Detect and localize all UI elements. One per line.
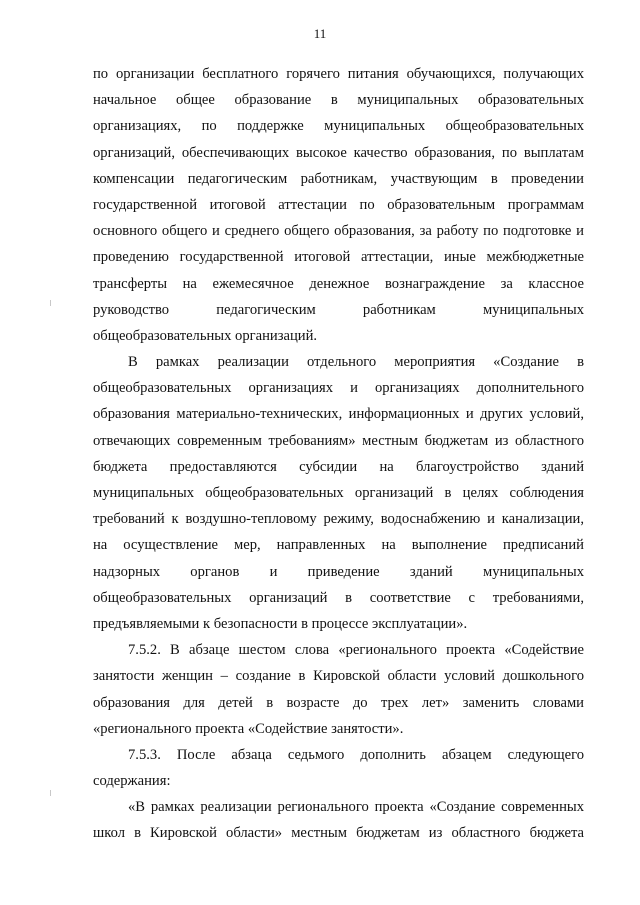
text-line: 7.5.3. После абзаца седьмого дополнить абзацем следующего: [128, 746, 584, 763]
page-number: 11: [313, 26, 327, 41]
text-line: муниципальных общеобразовательных организаций в целях соблюдения: [93, 485, 584, 501]
margin-mark-bottom: [50, 790, 51, 796]
text-line: государственной итоговой аттестации по образовательным программам: [93, 196, 584, 213]
margin-mark-top: [50, 300, 51, 306]
text-line: начальное общее образование в муниципальных образовательных: [93, 92, 584, 109]
text-line: бюджета предоставляются субсидии на благоустройство зданий: [93, 458, 584, 475]
text-line: образования материально-технических, информационных и других условий,: [93, 406, 584, 423]
text-line: 7.5.2. В абзаце шестом слова «регионального проекта «Содействие: [128, 642, 584, 659]
text-line: «регионального проекта «Содействие занятости».: [93, 720, 404, 737]
text-line: отвечающих современным требованиям» местным бюджетам из областного: [93, 432, 584, 449]
document-body: [93, 61, 584, 847]
text-line: компенсации педагогическим работникам, участвующим в проведении: [93, 170, 584, 187]
text-line: В рамках реализации отдельного мероприятия «Создание в: [128, 354, 584, 371]
text-line: проведению государственной итоговой аттестации, иные межбюджетные: [93, 249, 584, 266]
text-line: занятости женщин – создание в Кировской области условий дошкольного: [93, 668, 584, 685]
text-line: общеобразовательных организаций.: [93, 327, 318, 344]
text-line: руководство педагогическим работникам муниципальных: [93, 301, 584, 318]
text-line: содержания:: [93, 773, 171, 790]
text-line: требований к воздушно-тепловому режиму, водоснабжению и канализации,: [93, 511, 584, 528]
text-line: общеобразовательных организаций в соответствие с требованиями,: [93, 589, 584, 606]
text-line: надзорных органов и приведение зданий муниципальных: [93, 563, 584, 580]
text-line: общеобразовательных организациях и организациях дополнительного: [93, 380, 584, 397]
text-line: организаций, обеспечивающих высокое качество образования, по выплатам: [93, 144, 584, 161]
text-line: трансферты на ежемесячное денежное вознаграждение за классное: [93, 275, 584, 292]
text-line: организациях, по поддержке муниципальных общеобразовательных: [93, 118, 584, 135]
text-line: образования для детей в возрасте до трех лет» заменить словами: [93, 694, 584, 711]
text-line: предъявляемыми к безопасности в процессе эксплуатации».: [93, 615, 468, 632]
text-line: на осуществление мер, направленных на выполнение предписаний: [93, 537, 584, 554]
text-line: основного общего и среднего общего образования, за работу по подготовке и: [93, 223, 584, 240]
text-line: «В рамках реализации регионального проекта «Создание современных: [128, 799, 584, 816]
text-line: по организации бесплатного горячего питания обучающихся, получающих: [93, 66, 584, 82]
text-line: школ в Кировской области» местным бюджетам из областного бюджета: [93, 825, 584, 842]
